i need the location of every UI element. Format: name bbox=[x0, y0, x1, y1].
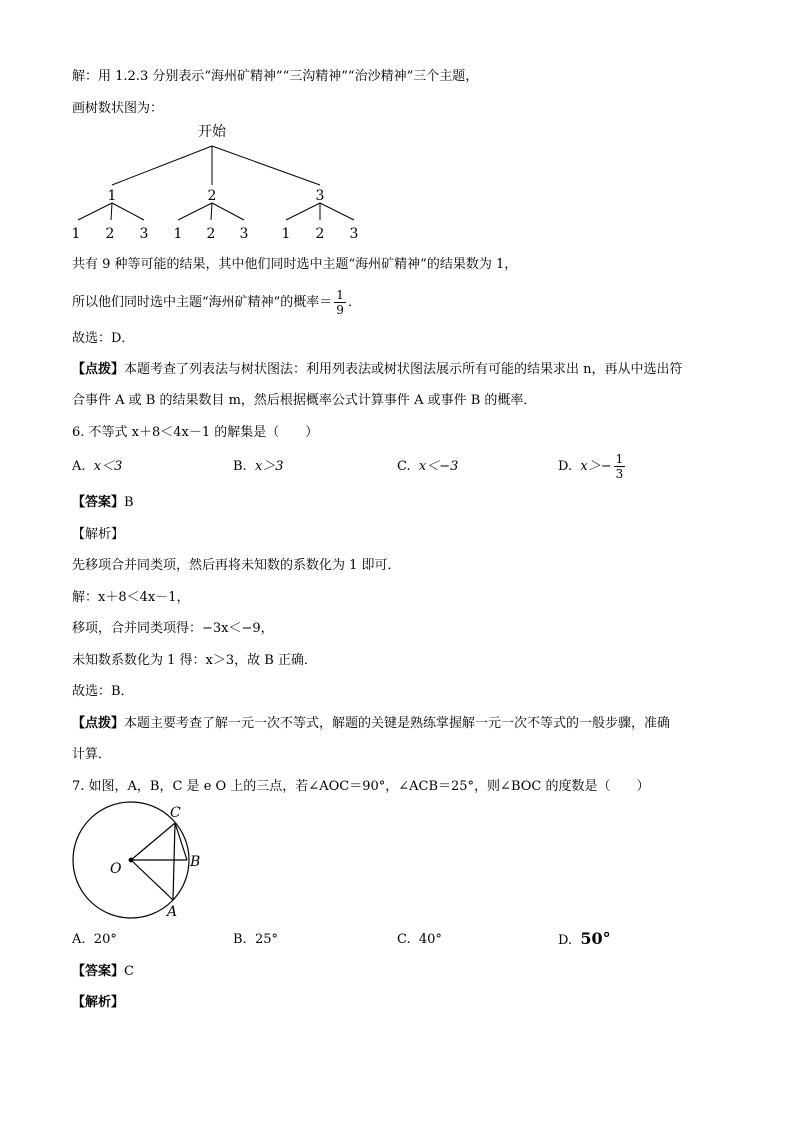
tip-label: 【点拨】 bbox=[72, 362, 125, 377]
fraction-numerator: 1 bbox=[336, 288, 344, 302]
option-text: 25° bbox=[254, 932, 278, 947]
answer-label: 【答案】 bbox=[72, 495, 125, 510]
q5-probability-suffix: ． bbox=[347, 295, 361, 310]
tree-level1-node: 3 bbox=[315, 188, 325, 204]
q5-answer: 故选：D． bbox=[72, 331, 135, 346]
option-text: 40° bbox=[418, 932, 442, 947]
q5-probability-line bbox=[72, 288, 361, 317]
q6-tip-line2: 计算． bbox=[72, 747, 112, 762]
option-label: C. bbox=[397, 459, 411, 474]
q7-stem: 7. 如图，A，B，C 是 e O 上的三点，若∠AOC＝90°，∠ACB＝25°，则∠BOC 的度数是（ ） bbox=[72, 779, 650, 794]
tip-text: 本题考查了列表法与树状图法：利用列表法或树状图法展示所有可能的结果求出 n，再从中选出符 bbox=[124, 362, 683, 377]
option-text: x＜−3 bbox=[418, 459, 459, 474]
label-b: B bbox=[190, 854, 201, 870]
option-fraction bbox=[614, 452, 626, 481]
option-text: 50° bbox=[580, 929, 611, 948]
tip-text: 本题主要考查了解一元一次不等式，解题的关键是熟练掌握解一元一次不等式的一般步骤，准确 bbox=[124, 716, 671, 731]
q6-solution-2: 移项，合并同类项得：−3x＜−9， bbox=[72, 621, 274, 636]
fraction-denominator: 9 bbox=[336, 303, 344, 317]
label-c: C bbox=[170, 805, 181, 821]
option-label: D. bbox=[558, 933, 573, 948]
fraction-denominator: 3 bbox=[615, 467, 624, 481]
tree-level2-node: 2 bbox=[315, 226, 325, 242]
tree-level2-node: 3 bbox=[239, 226, 249, 242]
q6-stem: 6. 不等式 x＋8＜4x－1 的解集是（ ） bbox=[72, 425, 319, 440]
q6-choose: 故选：B． bbox=[72, 684, 134, 699]
center-point bbox=[129, 858, 134, 863]
option-text: x＜3 bbox=[93, 459, 123, 474]
option-label: B. bbox=[233, 932, 247, 947]
tree-level2-node: 1 bbox=[281, 226, 291, 242]
tree-level2-node: 3 bbox=[139, 226, 149, 242]
tree-level2-node: 2 bbox=[105, 226, 115, 242]
probability-fraction bbox=[334, 288, 346, 317]
q5-tip-line2: 合事件 A 或 B 的结果数目 m，然后根据概率公式计算事件 A 或事件 B 的概率． bbox=[72, 393, 537, 408]
tree-level2-node: 3 bbox=[349, 226, 359, 242]
q7-answer bbox=[72, 963, 134, 981]
tip-label: 【点拨】 bbox=[72, 716, 125, 731]
segment-oa bbox=[131, 860, 173, 900]
q6-tip-line1 bbox=[72, 715, 670, 733]
segment-ca bbox=[173, 823, 175, 900]
option-label: B. bbox=[233, 459, 247, 474]
option-label: A. bbox=[72, 459, 86, 474]
circle-figure bbox=[66, 800, 216, 930]
q6-option-c bbox=[397, 458, 458, 476]
q6-solution-3: 未知数系数化为 1 得：x＞3，故 B 正确． bbox=[72, 653, 317, 668]
option-text: x＞− bbox=[580, 459, 612, 474]
tree-level2-node: 1 bbox=[173, 226, 183, 242]
fraction-numerator: 1 bbox=[615, 452, 624, 466]
q6-option-a bbox=[72, 458, 122, 476]
q7-option-b bbox=[233, 931, 278, 949]
q6-option-b bbox=[233, 458, 284, 476]
tree-level2-node: 2 bbox=[206, 226, 216, 242]
segment-oc bbox=[131, 823, 175, 860]
q6-analysis: 先移项合并同类项，然后再将未知数的系数化为 1 即可． bbox=[72, 558, 401, 573]
segment-cb bbox=[175, 823, 187, 860]
tree-root-label: 开始 bbox=[198, 124, 226, 140]
label-a: A bbox=[167, 904, 178, 920]
label-o: O bbox=[110, 861, 122, 877]
tree-level2-node: 1 bbox=[71, 226, 81, 242]
option-label: C. bbox=[397, 932, 411, 947]
answer-value: B bbox=[124, 495, 134, 510]
q6-solution-1: 解：x＋8＜4x－1， bbox=[72, 590, 190, 605]
tree-level1-node: 2 bbox=[207, 188, 217, 204]
q6-option-d bbox=[558, 449, 627, 485]
answer-value: C bbox=[124, 964, 134, 979]
q7-option-a bbox=[72, 931, 117, 949]
answer-label: 【答案】 bbox=[72, 964, 125, 979]
q7-option-c bbox=[397, 931, 442, 949]
q7-analysis-label: 【解析】 bbox=[72, 995, 125, 1010]
q7-option-d bbox=[558, 930, 611, 950]
option-text: 20° bbox=[93, 932, 117, 947]
q5-solution-line3: 共有 9 种等可能的结果，其中他们同时选中主题“海州矿精神”的结果数为 1， bbox=[72, 257, 518, 272]
option-text: x＞3 bbox=[254, 459, 284, 474]
q5-solution-line2: 画树数状图为： bbox=[72, 101, 164, 116]
q5-tip-line1 bbox=[72, 361, 683, 379]
q6-answer bbox=[72, 494, 134, 512]
q6-analysis-label: 【解析】 bbox=[72, 527, 125, 542]
option-label: A. bbox=[72, 932, 86, 947]
q5-solution-line1: 解：用 1.2.3 分别表示“海州矿精神”“三沟精神”“治沙精神”三个主题， bbox=[72, 69, 479, 84]
tree-diagram bbox=[62, 118, 382, 248]
q5-probability-text: 所以他们同时选中主题“海州矿精神”的概率＝ bbox=[72, 295, 333, 310]
option-label: D. bbox=[558, 459, 573, 474]
tree-level1-node: 1 bbox=[107, 188, 117, 204]
